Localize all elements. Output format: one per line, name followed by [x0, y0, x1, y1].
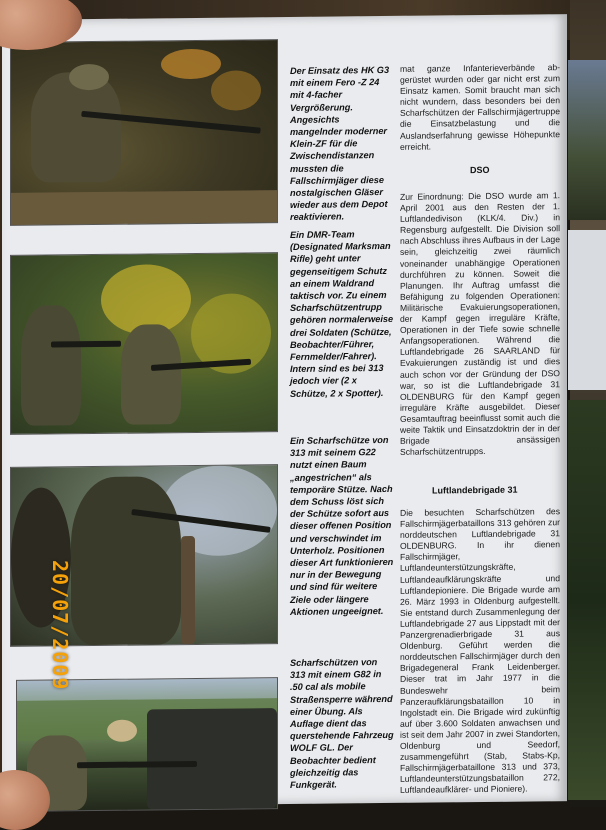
photo-dmr-team	[10, 252, 278, 435]
column-intro: mat ganze Infanterieverbände ab-gerüstet wurden oder gar nicht erst zum Einsatz kamen. Somit braucht man sich nicht wundern, dass besonders bei den Scharfschützen der Fallschirmjägertruppe die Einsatzbelastung und die Auslandserfahrung gewisse Höhepunkte erreicht.	[400, 62, 560, 152]
column-dso-text: Zur Einordnung: Die DSO wurde am 1. April 2001 aus den Resten der 1. Luftlandedivison (KLK/4. Div.) in Regensburg aufgestellt. Die Division soll nach Abschluss ihres Aufbaus in der Lage sein, gleichzeitig zwei räumlich voneinander unabhängige Operationen durchführen zu können. Soweit die Planungen. Ihr Auftrag umfasst die Befähigung zu folgenden Operationen: Militärische Evakuierungsoperationen, der Kampf gegen irreguläre Kräfte, Operationen in der Tiefe sowie schnelle Anfangsoperationen. Während die Luftlandebrigade 26 SAARLAND für Evakuierungen zuständig ist und dies auch schon vor der Gründung der DSO war, so ist die Luftlandebrigade 31 OLDENBURG für den Kampf gegen irreguläre Kräfte ausgebildet. Dieser Gesamtauftrag beeinflusst somit auch die weite Taktik und Einsatzdoktrin der in der Brigade ansässigen Scharfschützentrupps.	[400, 190, 560, 457]
date-stamp: 20/07/2009	[48, 560, 72, 691]
adjacent-page-strip	[568, 60, 606, 807]
adjacent-white	[568, 230, 606, 390]
photo-sniper-g3	[10, 39, 278, 226]
heading-dso: DSO	[470, 164, 490, 176]
adjacent-photo-2	[568, 400, 606, 800]
heading-luftlandebrigade: Luftlandebrigade 31	[432, 484, 518, 496]
caption-4: Scharfschützen von 313 mit einem G82 in .50 cal als mobile Straßensperre während einer Übung. Als Auflage dient das querstehende Fahrzeug WOLF GL. Der Beobachter bedient gleichzeitig das Funkgerät.	[290, 657, 394, 791]
column-brigade-text: Die besuchten Scharfschützen des Fallschirmjägerbataillons 313 gehören zur norddeutschen Luftlandebrigade 31 OLDENBURG. In ihr dienen Fallschirmjäger, Luftlandeunterstützungskräfte, Luftlandeaufklärungskräfte und Luftlandepioniere. Die Brigade wurde am 26. März 1993 in Oldenburg aufgestellt. Sie entstand durch Zusammenlegung der Luftlandebrigade 27 aus Lippstadt mit der Panzergrenadierbrigade 31 aus Oldenburg. Geführt werden die norddeutschen Fallschirmjäger durch den Brigadegeneral Frank Leidenberger. Dieser trat im Jahr 1977 in die Bundeswehr beim Panzeraufklärungsbataillon 10 in Ingolstadt ein. Die Brigade wird zukünftig auf über 3.600 Soldaten anwachsen und ist seit dem Jahr 2007 in zwei Standorten, Oldenburg und Seedorf, zusammengeführt (Stab, Stabs-Kp, Fallschirmjägerbataillone 313 und 373, Luftlandeunterstützungsbataillon 272, Luftlandeaufklärer- und Pioniere).	[400, 506, 560, 796]
adjacent-photo-1	[568, 60, 606, 220]
caption-3: Ein Scharfschütze von 313 mit seinem G22 nutzt einen Baum „angestrichen“ als temporäre Stütze. Nach dem Schuss löst sich der Schütze sofort aus dieser offenen Position und verschwindet im Unterholz. Positionen dieser Art funktionieren nur in der Bewegung und sind für weitere Ziele oder längere Aktionen ungeeignet.	[290, 434, 394, 617]
magazine-page	[2, 14, 567, 807]
caption-1: Der Einsatz des HK G3 mit einem Fero -Z 24 mit 4-facher Vergrößerung. Angesichts mangelnder moderner Klein-ZF für die Zwischendistanzen mussten die Fallschirmjäger diese nostalgischen Gläser wieder aus dem Depot reaktivieren.	[290, 64, 390, 223]
caption-2: Ein DMR-Team (Designated Marksman Rifle) geht unter gegenseitigem Schutz an einem Waldrand taktisch vor. Zu einem Scharfschützentrupp gehören normalerweise drei Soldaten (Schütze, Beobachter/Führer, Fernmelder/Fahrer). Intern sind es bei 313 jedoch vier (2 x Schütze, 2 x Spotter).	[290, 229, 394, 399]
photo-g82-vehicle	[16, 677, 278, 812]
